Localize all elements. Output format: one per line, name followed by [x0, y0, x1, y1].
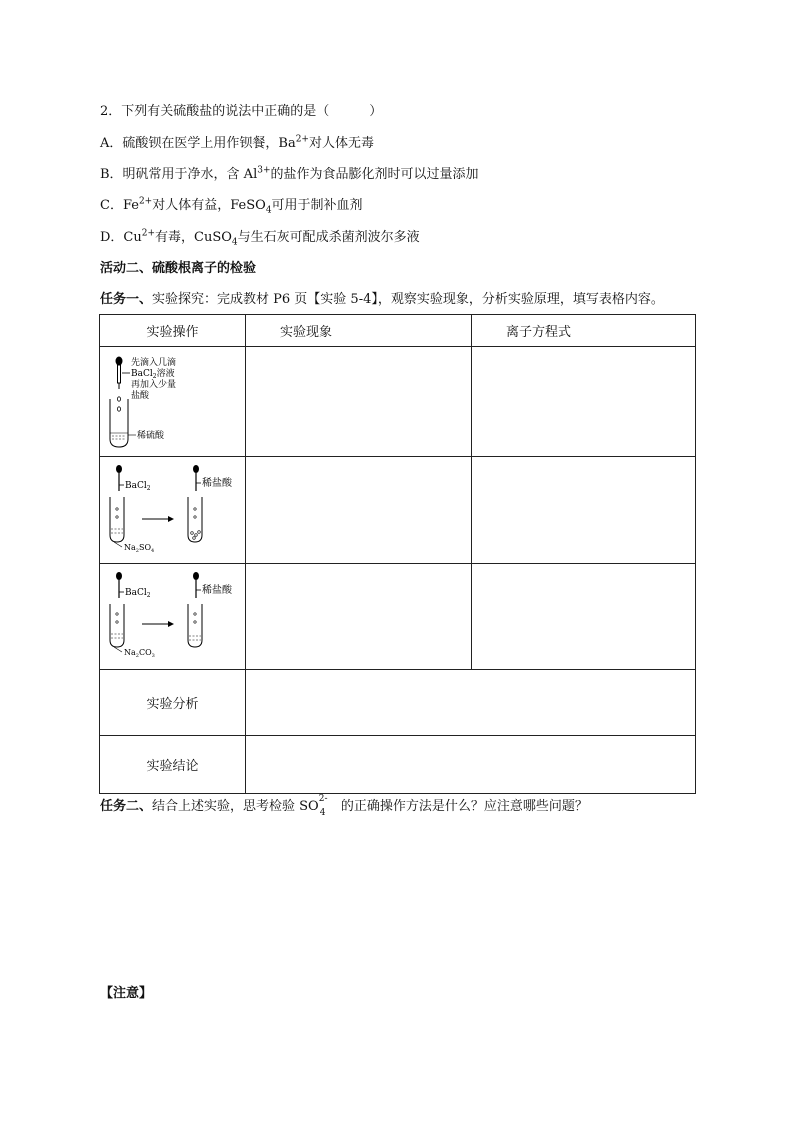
option-d-sup: 2+	[141, 228, 156, 239]
solution-mid: SO	[138, 543, 152, 552]
solution-mid: CO	[138, 648, 152, 657]
left-reagent-prefix: BaCl	[125, 481, 147, 491]
option-a-suffix: 对人体无毒	[308, 136, 374, 151]
diagram-cell-2	[100, 457, 246, 564]
task2-label: 任务二、	[100, 799, 153, 814]
option-c-sub: 4	[265, 205, 272, 216]
task2-sub: 4	[319, 808, 326, 818]
header-phenomenon	[246, 315, 472, 347]
two-step-diagram-sulfate	[100, 457, 244, 559]
option-b-suffix: 的盐作为食品膨化剂时可以过量添加	[270, 167, 479, 182]
option-d-text: D．Cu	[100, 230, 142, 245]
right-reagent-label: 稀盐酸	[202, 585, 232, 596]
left-solution-label	[124, 543, 154, 554]
option-b-sup: 3+	[257, 165, 271, 176]
question-stem-prefix: 2．下列有关硫酸盐的说法中正确的是（	[100, 104, 330, 119]
activity-heading: 活动二、硫酸根离子的检验	[100, 261, 257, 276]
table-row	[100, 736, 696, 794]
header-equation	[472, 315, 696, 347]
table-header-row	[100, 315, 696, 347]
task2-sup: 2-	[318, 794, 328, 804]
phenomenon-cell-2[interactable]	[246, 457, 472, 564]
option-c-suffix: 可用于制补血剂	[271, 198, 363, 213]
option-c-sup: 2+	[138, 196, 153, 207]
analysis-cell[interactable]	[246, 670, 696, 736]
diagram-cell-3	[100, 564, 246, 670]
conclusion-cell[interactable]	[246, 736, 696, 794]
task2-prefix: 结合上述实验，思考检验 SO	[152, 799, 319, 814]
two-step-diagram-carbonate	[100, 564, 244, 665]
option-d-sub: 4	[231, 237, 238, 248]
equation-cell-3[interactable]	[472, 564, 696, 670]
option-c	[100, 197, 363, 215]
table-row	[100, 347, 696, 457]
question-stem	[100, 103, 382, 121]
solution-prefix: Na	[124, 543, 136, 552]
equation-cell-1[interactable]	[472, 347, 696, 457]
sulfate-ion-scripts	[318, 794, 337, 818]
diagram-cell-1	[100, 347, 246, 457]
right-reagent-label: 稀盐酸	[202, 478, 232, 489]
phenomenon-cell-1[interactable]	[246, 347, 472, 457]
option-b	[100, 166, 479, 184]
option-a	[100, 135, 374, 153]
left-reagent-sub: 2	[146, 485, 151, 492]
option-d-suffix: 与生石灰可配成杀菌剂波尔多液	[237, 230, 420, 245]
solution-prefix: Na	[124, 648, 136, 657]
left-reagent-label	[125, 481, 151, 492]
option-a-text: A．硫酸钡在医学上用作钡餐，Ba	[100, 136, 296, 151]
table-row	[100, 457, 696, 564]
note-heading: 【注意】	[100, 986, 153, 1001]
conclusion-label: 实验结论	[100, 736, 246, 794]
header-operation: 实验操作	[100, 315, 246, 347]
left-reagent-prefix: BaCl	[125, 588, 147, 598]
solution-sub1: 2	[135, 548, 139, 554]
phenomenon-cell-3[interactable]	[246, 564, 472, 670]
experiment-table	[99, 314, 696, 794]
option-d	[100, 229, 420, 247]
analysis-label: 实验分析	[100, 670, 246, 736]
question-stem-suffix: ）	[369, 104, 383, 119]
reagent-label	[131, 367, 175, 380]
tube-label: 稀硫酸	[137, 431, 165, 441]
step3-label: 盐酸	[131, 391, 150, 401]
header-phenomenon-text: 实验现象	[280, 325, 333, 340]
solution-sub2: 3	[151, 653, 155, 659]
dropper-tube-diagram	[100, 347, 244, 452]
step1-label: 先滴入几滴	[131, 358, 177, 368]
equation-cell-2[interactable]	[472, 457, 696, 564]
task1	[100, 291, 664, 309]
reagent-sub: 2	[152, 373, 157, 380]
task2	[100, 796, 588, 816]
task1-text: 实验探究：完成教材 P6 页【实验 5-4】，观察实验现象，分析实验原理，填写表格内容。	[152, 292, 664, 307]
option-d-mid: 有毒，CuSO	[155, 230, 232, 245]
task1-label: 任务一、	[100, 292, 153, 307]
solution-sub1: 2	[135, 653, 139, 659]
reagent-prefix: BaCl	[131, 369, 153, 379]
table-row	[100, 670, 696, 736]
option-c-text: C．Fe	[100, 198, 139, 213]
reagent-suffix: 溶液	[156, 369, 175, 379]
option-c-mid: 对人体有益，FeSO	[152, 198, 266, 213]
option-b-text: B．明矾常用于净水，含 Al	[100, 167, 258, 182]
left-reagent-sub: 2	[146, 592, 151, 599]
step2-label: 再加入少量	[131, 380, 177, 390]
left-solution-label	[124, 648, 155, 659]
task2-suffix: 的正确操作方法是什么？应注意哪些问题？	[336, 799, 588, 814]
left-reagent-label	[125, 588, 151, 599]
header-equation-text: 离子方程式	[506, 325, 572, 340]
solution-sub2: 4	[151, 548, 155, 554]
option-a-sup: 2+	[295, 134, 309, 145]
table-row	[100, 564, 696, 670]
